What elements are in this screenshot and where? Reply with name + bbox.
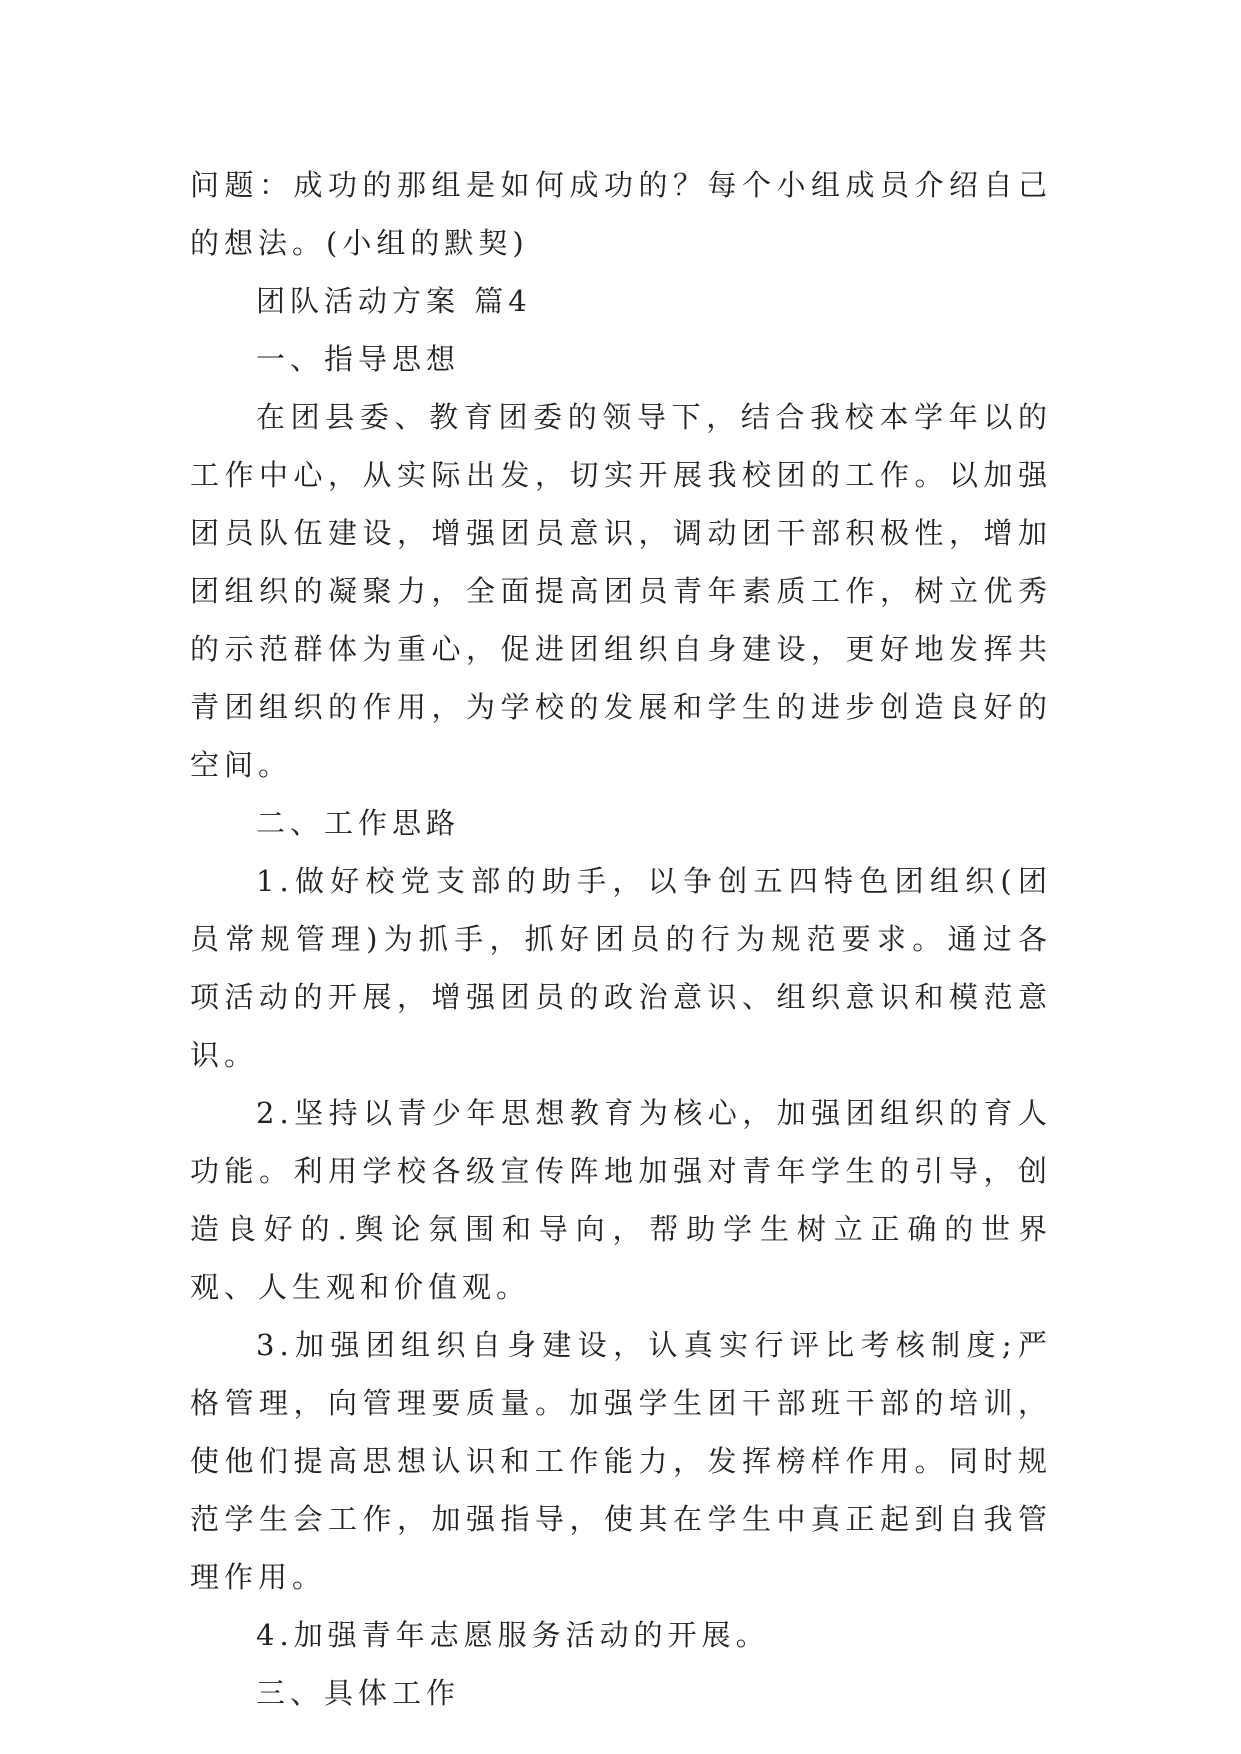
document-body bbox=[190, 156, 1052, 1722]
paragraph-item-1: 1.做好校党支部的助手，以争创五四特色团组织(团员常规管理)为抓手，抓好团员的行为规范要求。通过各项活动的开展，增强团员的政治意识、组织意识和模范意识。 bbox=[190, 864, 1052, 1072]
section-title-plan-4: 团队活动方案 篇4 bbox=[256, 284, 532, 318]
paragraph-item-4: 4.加强青年志愿服务活动的开展。 bbox=[256, 1618, 770, 1652]
paragraph-item-3: 3.加强团组织自身建设，认真实行评比考核制度;严格管理，向管理要质量。加强学生团干部班干部的培训，使他们提高思想认识和工作能力，发挥榜样作用。同时规范学生会工作，加强指导，使其在学生中真正起到自我管理作用。 bbox=[190, 1328, 1052, 1594]
heading-work-approach: 二、工作思路 bbox=[256, 806, 461, 840]
paragraph-question: 问题：成功的那组是如何成功的？每个小组成员介绍自己的想法。(小组的默契) bbox=[190, 168, 1052, 260]
heading-specific-work: 三、具体工作 bbox=[256, 1676, 461, 1710]
paragraph-guiding-ideology: 在团县委、教育团委的领导下，结合我校本学年以的工作中心，从实际出发，切实开展我校团的工作。以加强团员队伍建设，增强团员意识，调动团干部积极性，增加团组织的凝聚力，全面提高团员青年素质工作，树立优秀的示范群体为重心，促进团组织自身建设，更好地发挥共青团组织的作用，为学校的发展和学生的进步创造良好的空间。 bbox=[190, 400, 1052, 782]
heading-guiding-ideology: 一、指导思想 bbox=[256, 342, 461, 376]
paragraph-item-2: 2.坚持以青少年思想教育为核心，加强团组织的育人功能。利用学校各级宣传阵地加强对青年学生的引导，创造良好的.舆论氛围和导向，帮助学生树立正确的世界观、人生观和价值观。 bbox=[190, 1096, 1052, 1304]
